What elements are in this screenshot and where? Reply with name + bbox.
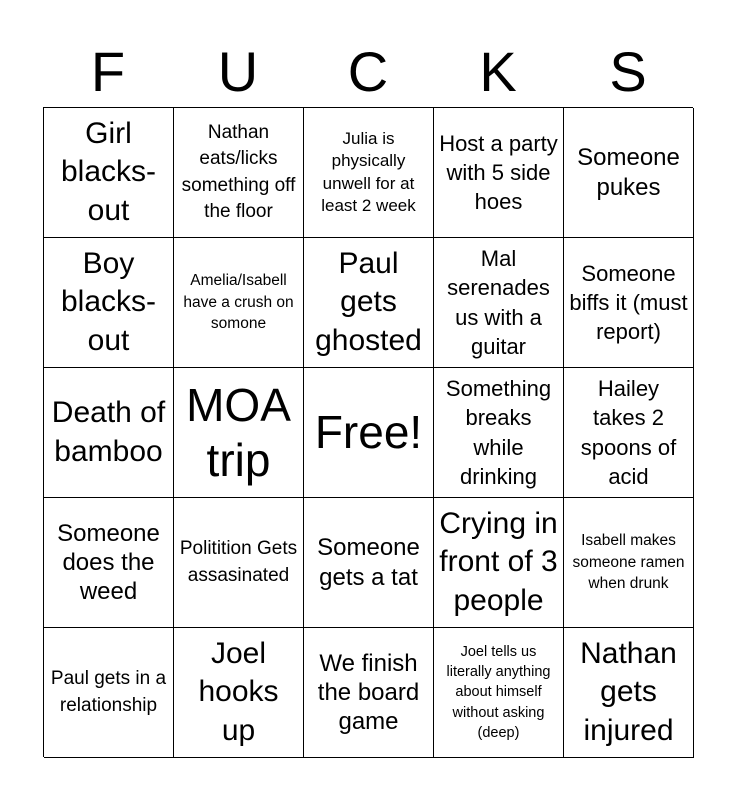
cell-text: Crying in front of 3 people bbox=[439, 507, 558, 617]
cell-text: Hailey takes 2 spoons of acid bbox=[580, 376, 677, 489]
cell-text: Nathan gets injured bbox=[580, 637, 677, 747]
bingo-cell-r2c4[interactable] bbox=[434, 238, 564, 368]
header-letter-c: C bbox=[347, 40, 389, 103]
bingo-cell-r3c5[interactable] bbox=[564, 368, 694, 498]
cell-text: Death of bamboo bbox=[51, 396, 166, 468]
bingo-cell-r4c2[interactable] bbox=[174, 498, 304, 628]
cell-text: Boy blacks-out bbox=[60, 247, 157, 357]
header-letter-k: K bbox=[479, 40, 517, 103]
bingo-cell-r4c3[interactable] bbox=[304, 498, 434, 628]
cell-text: Joel hooks up bbox=[198, 637, 279, 747]
cell-text: Girl blacks-out bbox=[60, 117, 157, 227]
bingo-cell-r3c1[interactable] bbox=[44, 368, 174, 498]
bingo-cell-r5c4[interactable] bbox=[434, 628, 564, 758]
cell-text: MOA trip bbox=[186, 379, 291, 486]
bingo-cell-r4c1[interactable] bbox=[44, 498, 174, 628]
cell-text: Paul gets ghosted bbox=[315, 247, 422, 357]
bingo-cell-r5c1[interactable] bbox=[44, 628, 174, 758]
bingo-cell-r4c5[interactable] bbox=[564, 498, 694, 628]
bingo-cell-r3c4[interactable] bbox=[434, 368, 564, 498]
header-letter-u: U bbox=[217, 40, 259, 103]
bingo-cell-r5c3[interactable] bbox=[304, 628, 434, 758]
cell-text: Someone does the weed bbox=[57, 519, 160, 606]
bingo-cell-r2c1[interactable] bbox=[44, 238, 174, 368]
bingo-cell-r3c2[interactable] bbox=[174, 368, 304, 498]
cell-text: Host a party with 5 side hoes bbox=[439, 130, 558, 215]
header-letter-f: F bbox=[90, 40, 126, 103]
bingo-header bbox=[43, 36, 693, 108]
cell-text: Politition Gets assasinated bbox=[179, 538, 298, 586]
bingo-cell-r4c4[interactable] bbox=[434, 498, 564, 628]
bingo-cell-r2c5[interactable] bbox=[564, 238, 694, 368]
bingo-cell-r1c1[interactable] bbox=[44, 108, 174, 238]
bingo-cell-r2c3[interactable] bbox=[304, 238, 434, 368]
bingo-cell-r5c5[interactable] bbox=[564, 628, 694, 758]
cell-text: Isabell makes someone ramen when drunk bbox=[572, 531, 685, 593]
bingo-cell-r5c2[interactable] bbox=[174, 628, 304, 758]
cell-text: Free! bbox=[314, 406, 423, 459]
cell-text: Someone biffs it (must report) bbox=[569, 260, 688, 345]
cell-text: Someone gets a tat bbox=[317, 534, 420, 591]
bingo-board bbox=[43, 107, 693, 757]
cell-text: Something breaks while drinking bbox=[445, 376, 552, 489]
bingo-cell-r2c2[interactable] bbox=[174, 238, 304, 368]
bingo-cell-r1c4[interactable] bbox=[434, 108, 564, 238]
cell-text: We finish the board game bbox=[317, 649, 420, 736]
cell-text: Amelia/Isabell have a crush on somone bbox=[183, 271, 294, 333]
cell-text: Mal serenades us with a guitar bbox=[447, 246, 550, 359]
cell-text: Paul gets in a relationship bbox=[50, 668, 167, 716]
bingo-cell-r1c3[interactable] bbox=[304, 108, 434, 238]
cell-text: Someone pukes bbox=[577, 144, 680, 201]
header-letter-s: S bbox=[609, 40, 647, 103]
cell-text: Joel tells us literally anything about himself without asking (deep) bbox=[446, 643, 551, 741]
bingo-cell-free[interactable] bbox=[304, 368, 434, 498]
cell-text: Julia is physically unwell for at least 2 week bbox=[321, 129, 416, 215]
bingo-cell-r1c5[interactable] bbox=[564, 108, 694, 238]
bingo-cell-r1c2[interactable] bbox=[174, 108, 304, 238]
cell-text: Nathan eats/licks something off the floor bbox=[181, 122, 296, 222]
